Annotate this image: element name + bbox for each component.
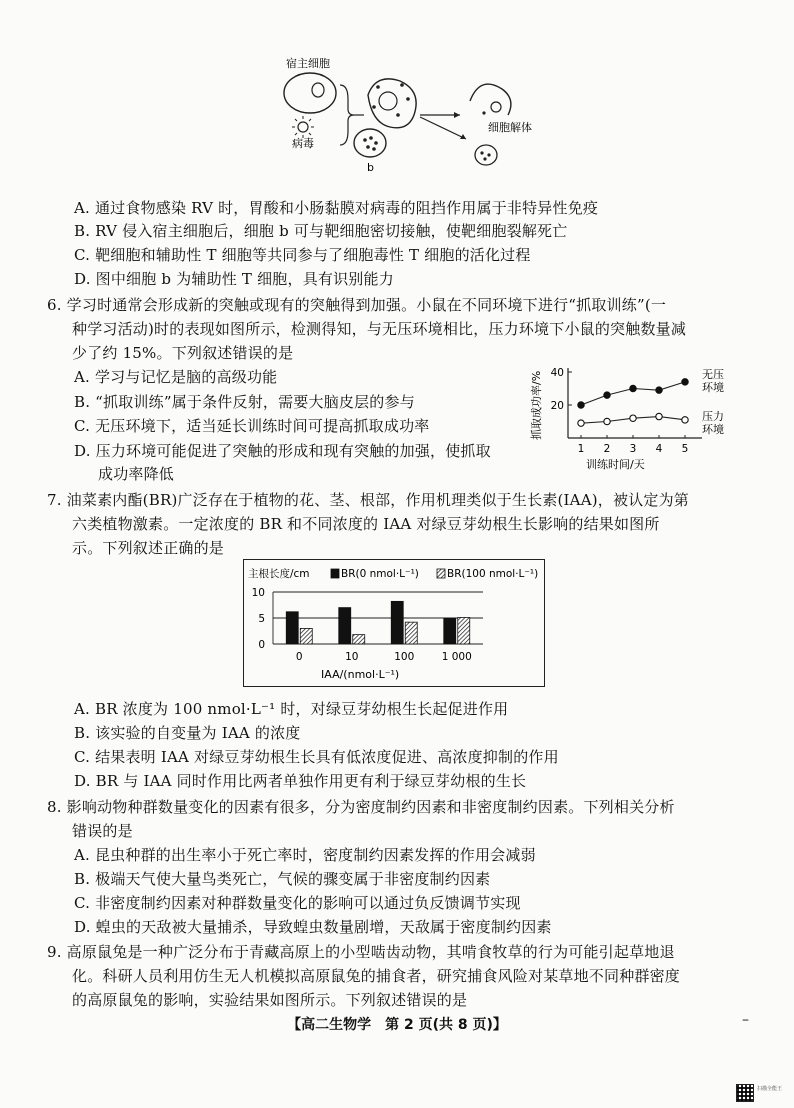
cell-b xyxy=(354,129,386,157)
c1-xtick-label: 1 xyxy=(577,443,585,455)
q8-option-b: B. 极端天气使大量鸟类死亡，气候的骤变属于非密度制约因素 xyxy=(74,870,491,888)
c2-bar xyxy=(444,618,456,644)
c2-ylabel: 主根长度/cm xyxy=(248,568,310,580)
q5-option-d: D. 图中细胞 b 为辅助性 T 细胞，具有识别能力 xyxy=(74,270,394,288)
q8-stem-1: 8. 影响动物种群数量变化的因素有很多，分为密度制约因素和非密度制约因素。下列相关分析 xyxy=(47,798,675,816)
q7-stem-1: 7. 油菜素内酯(BR)广泛存在于植物的花、茎、根部，作用机理类似于生长素(IAA)，被认定为第 xyxy=(47,491,689,509)
q6-stem-2: 种学习活动)时的表现如图所示，检测得知，与无压环境相比，压力环境下小鼠的突触数量减 xyxy=(72,320,687,338)
c2-ytick-label: 10 xyxy=(251,587,265,599)
cell-immune-diagram xyxy=(270,55,560,185)
c1-xtick-label: 4 xyxy=(655,443,663,455)
lysed-cell xyxy=(470,84,511,115)
c2-legend-swatch xyxy=(437,569,445,578)
c1-point xyxy=(630,385,636,391)
c2-bar xyxy=(300,628,312,644)
q9-stem-1: 9. 高原鼠兔是一种广泛分布于青藏高原上的小型啮齿动物，其啃食牧草的行为可能引起草地退 xyxy=(47,943,675,961)
q5-option-a: A. 通过食物感染 RV 时，胃酸和小肠黏膜对病毒的阻挡作用属于非特异性免疫 xyxy=(74,199,599,217)
c2-category-label: 0 xyxy=(295,651,303,663)
c1-xtick-label: 3 xyxy=(629,443,637,455)
c2-bar xyxy=(353,635,365,644)
c2-category-label: 10 xyxy=(345,651,359,663)
c1-ytick-label: 40 xyxy=(550,367,564,379)
q7-stem-2: 六类植物激素。一定浓度的 BR 和不同浓度的 IAA 对绿豆芽幼根生长影响的结果如图所 xyxy=(72,515,660,533)
c1-ylabel: 抓取成功率/% xyxy=(530,370,543,440)
c1-ytick-label: 20 xyxy=(550,400,564,412)
q5-option-c: C. 靶细胞和辅助性 T 细胞等共同参与了细胞毒性 T 细胞的活化过程 xyxy=(74,246,531,264)
c2-legend-label: BR(0 nmol·L⁻¹) xyxy=(341,568,419,580)
c1-xtick-label: 2 xyxy=(603,443,611,455)
q6-option-d: D. 压力环境可能促进了突触的形成和现有突触的加强，使抓取 xyxy=(74,442,491,460)
c2-bar xyxy=(458,617,470,644)
cell-b-label: b xyxy=(367,161,374,174)
q6-option-b: B. “抓取训练”属于条件反射，需要大脑皮层的参与 xyxy=(74,393,415,411)
q9-stem-3: 的高原鼠兔的影响，实验结果如图所示。下列叙述错误的是 xyxy=(72,991,468,1009)
q7-bar-chart xyxy=(243,559,545,687)
c2-bar xyxy=(339,608,351,644)
brace xyxy=(340,85,354,145)
host-cell-nucleus xyxy=(312,83,324,97)
c1-point xyxy=(682,417,688,423)
debris xyxy=(475,145,497,165)
c1-point xyxy=(604,418,610,424)
c1-point xyxy=(578,420,584,426)
q7-option-b: B. 该实验的自变量为 IAA 的浓度 xyxy=(74,724,301,742)
q6-option-d-cont: 成功率降低 xyxy=(98,465,175,483)
q7-option-a: A. BR 浓度为 100 nmol·L⁻¹ 时，对绿豆芽幼根生长起促进作用 xyxy=(74,700,509,718)
host-cell xyxy=(284,73,336,113)
c1-xlabel: 训练时间/天 xyxy=(586,458,645,471)
footer-dash: – xyxy=(742,1012,749,1028)
lysis-label: 细胞解体 xyxy=(488,121,532,134)
c1-point xyxy=(656,413,662,419)
q8-option-a: A. 昆虫种群的出生率小于死亡率时，密度制约因素发挥的作用会减弱 xyxy=(74,846,536,864)
c2-category-label: 100 xyxy=(394,651,415,663)
q8-option-c: C. 非密度制约因素对种群数量变化的影响可以通过负反馈调节实现 xyxy=(74,894,521,912)
q7-option-d: D. BR 与 IAA 同时作用比两者单独作用更有利于绿豆芽幼根的生长 xyxy=(74,772,527,790)
q9-stem-2: 化。科研人员利用仿生无人机模拟高原鼠兔的捕食者，研究捕食风险对某草地不同种群密度 xyxy=(72,967,681,985)
c1-point xyxy=(682,379,688,385)
c2-bar xyxy=(286,612,298,644)
q6-stem-3: 少了约 15%。下列叙述错误的是 xyxy=(72,344,294,362)
q8-option-d: D. 蝗虫的天敌被大量捕杀，导致蝗虫数量剧增，天敌属于密度制约因素 xyxy=(74,918,552,936)
c1-point xyxy=(630,415,636,421)
c2-category-label: 1 000 xyxy=(441,651,472,663)
infected-target-cell xyxy=(368,79,416,128)
c2-ytick-label: 5 xyxy=(258,613,265,625)
c2-legend-label: BR(100 nmol·L⁻¹) xyxy=(447,568,539,580)
host-cell-label: 宿主细胞 xyxy=(286,57,330,70)
c1-point xyxy=(578,402,584,408)
c1-point xyxy=(656,387,662,393)
qr-caption: 扫描全能王 xyxy=(757,1086,783,1092)
c2-ytick-label: 0 xyxy=(258,639,265,651)
q6-option-a: A. 学习与记忆是脑的高级功能 xyxy=(74,368,278,386)
q5-option-b: B. RV 侵入宿主细胞后，细胞 b 可与靶细胞密切接触，使靶细胞裂解死亡 xyxy=(74,222,568,240)
virus-label: 病毒 xyxy=(292,137,314,150)
q6-stem-1: 6. 学习时通常会形成新的突触或现有的突触得到加强。小鼠在不同环境下进行“抓取训练”(一 xyxy=(47,296,667,314)
qr-code-icon xyxy=(736,1084,754,1102)
c1-legend-series-2: 压力环境 xyxy=(702,410,724,436)
q6-line-chart xyxy=(528,360,728,472)
q7-stem-3: 示。下列叙述正确的是 xyxy=(72,539,225,557)
c2-bar xyxy=(405,622,417,644)
q8-stem-2: 错误的是 xyxy=(72,822,133,840)
q7-option-c: C. 结果表明 IAA 对绿豆芽幼根生长具有低浓度促进、高浓度抑制的作用 xyxy=(74,748,559,766)
c2-xlabel: IAA/(nmol·L⁻¹) xyxy=(321,668,400,681)
c2-legend-swatch xyxy=(331,569,339,578)
c1-xtick-label: 5 xyxy=(681,443,689,455)
c1-legend-series-1: 无压环境 xyxy=(702,368,724,394)
c1-point xyxy=(604,392,610,398)
q6-option-c: C. 无压环境下，适当延长训练时间可提高抓取成功率 xyxy=(74,417,430,435)
c2-bar xyxy=(391,601,403,644)
page-footer: 【高二生物学 第 2 页(共 8 页)】 xyxy=(287,1017,507,1033)
virus-icon xyxy=(292,116,314,138)
